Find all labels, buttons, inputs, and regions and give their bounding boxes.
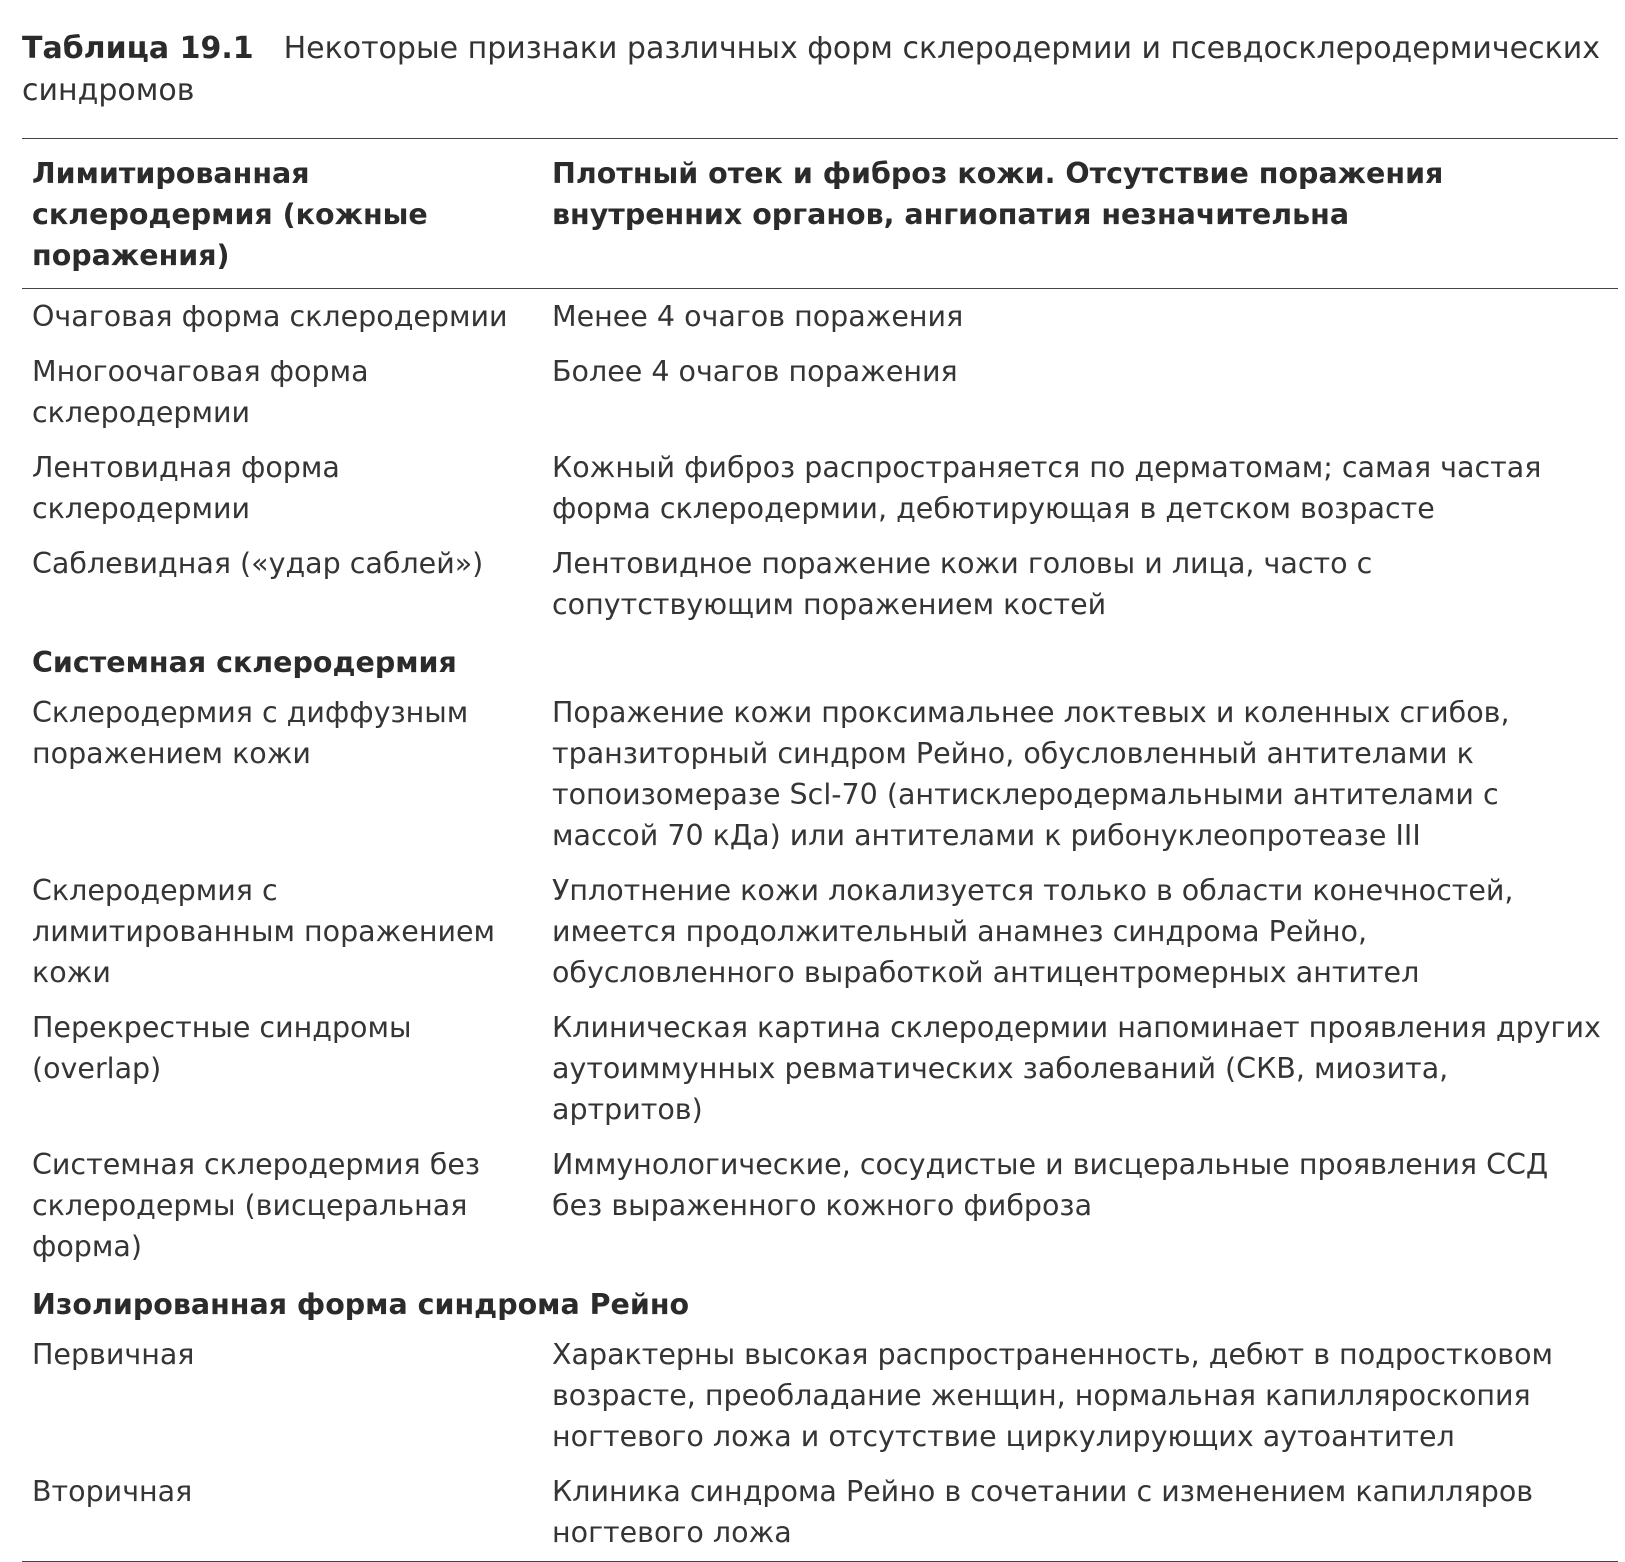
form-description: Более 4 очагов поражения xyxy=(552,355,958,388)
form-name: Саблевидная («удар саблей») xyxy=(32,547,484,580)
section-heading-systemic: Системная склеродермия xyxy=(32,646,457,679)
section-heading-row xyxy=(22,632,1618,685)
form-description: Характерны высокая распространенность, дебют в подростковом возрасте, преобладание женщин, нормальная капилляроскопия ногтевого ложа и отсутствие циркулирующих аутоантител xyxy=(552,1338,1554,1453)
form-name: Склеродермия с диффузным поражением кожи xyxy=(32,696,469,770)
form-name: Первичная xyxy=(32,1338,195,1371)
header-left-cell: Лимитированная склеродермия (кожные поражения) xyxy=(22,139,552,289)
table-row xyxy=(22,1137,1618,1274)
form-name: Перекрестные синдромы (overlap) xyxy=(32,1011,412,1085)
header-right-cell: Плотный отек и фиброз кожи. Отсутствие поражения внутренних органов, ангиопатия незначительна xyxy=(552,139,1618,289)
table-header-row xyxy=(22,139,1618,289)
form-name: Склеродермия с лимитированным поражением кожи xyxy=(32,874,496,989)
table-row xyxy=(22,536,1618,632)
form-description: Клиника синдрома Рейно в сочетании с изменением капилляров ногтевого ложа xyxy=(552,1464,1618,1562)
form-description: Менее 4 очагов поражения xyxy=(552,300,964,333)
form-description: Иммунологические, сосудистые и висцеральные проявления ССД без выраженного кожного фиброза xyxy=(552,1148,1549,1222)
table-row xyxy=(22,863,1618,1000)
table-row xyxy=(22,289,1618,345)
form-name: Вторичная xyxy=(22,1464,552,1562)
form-description: Клиническая картина склеродермии напоминает проявления других аутоиммунных ревматических заболеваний (СКВ, миозита, артритов) xyxy=(552,1011,1601,1126)
table-number: Таблица 19.1 xyxy=(22,31,254,66)
section-heading-row xyxy=(22,1274,1618,1327)
table-row xyxy=(22,344,1618,440)
form-name: Системная склеродермия без склеродермы (висцеральная форма) xyxy=(32,1148,481,1263)
table-row xyxy=(22,1000,1618,1137)
form-description: Поражение кожи проксимальнее локтевых и коленных сгибов, транзиторный синдром Рейно, обусловленный антителами к топоизомеразе Scl-70 (антисклеродермальными антителами с массой 70 кДа) или антителами к рибонуклеопротеазе III xyxy=(552,696,1510,852)
table-row xyxy=(22,1464,1618,1562)
table-title: Некоторые признаки различных форм склеродермии и псевдосклеродермических синдромов xyxy=(22,31,1600,108)
scleroderma-forms-table xyxy=(22,139,1618,1562)
form-name: Многоочаговая форма склеродермии xyxy=(32,355,369,429)
table-row xyxy=(22,440,1618,536)
form-description: Уплотнение кожи локализуется только в области конечностей, имеется продолжительный анамнез синдрома Рейно, обусловленного выработкой антицентромерных антител xyxy=(552,874,1514,989)
form-name: Лентовидная форма склеродермии xyxy=(32,451,340,525)
section-heading-raynaud: Изолированная форма синдрома Рейно xyxy=(32,1288,690,1321)
document-page xyxy=(22,28,1618,1562)
form-description: Кожный фиброз распространяется по дерматомам; самая частая форма склеродермии, дебютирующая в детском возрасте xyxy=(552,451,1542,525)
table-row xyxy=(22,1327,1618,1464)
table-caption xyxy=(22,28,1618,112)
table-row xyxy=(22,685,1618,863)
form-name: Очаговая форма склеродермии xyxy=(32,300,508,333)
form-description: Лентовидное поражение кожи головы и лица, часто с сопутствующим поражением костей xyxy=(552,547,1373,621)
